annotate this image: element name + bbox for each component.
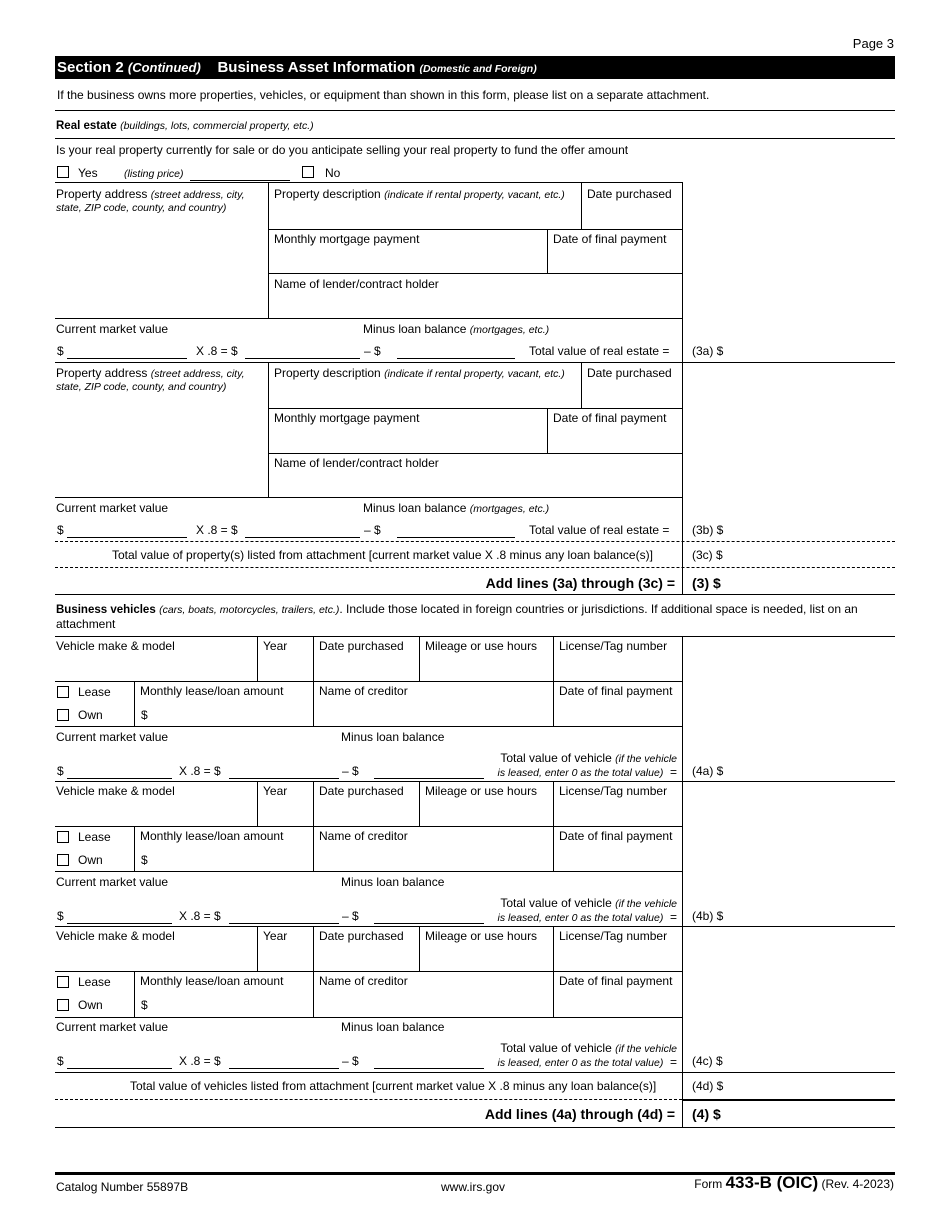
vehicle-date-purchased-label-3: Date purchased [319,929,404,943]
section-title: Business Asset Information [217,59,416,76]
total-vehicle-note-3: is leased, enter 0 as the total value) = [497,1055,677,1069]
dollar-sign-2: $ [57,523,64,537]
monthly-mortgage-label-1: Monthly mortgage payment [274,232,420,246]
property-address-note-2: state, ZIP code, county, and country) [56,381,227,393]
vehicle-minus-loan-label-3: Minus loan balance [341,1020,445,1034]
vehicle-market-input-1[interactable] [67,778,172,779]
monthly-lease-dollar-1: $ [141,708,148,722]
vehicle-x8-input-3[interactable] [229,1068,339,1069]
vehicle-loan-input-3[interactable] [374,1068,484,1069]
vehicle-market-value-label-1: Current market value [56,730,169,744]
creditor-label-1: Name of creditor [319,684,408,698]
lender-label-1: Name of lender/contract holder [274,277,439,291]
property-description-label-2: Property description (indicate if rental property, vacant, etc.) [274,366,565,380]
no-label: No [325,166,341,180]
lease-label-1: Lease [78,685,111,699]
monthly-lease-label-3: Monthly lease/loan amount [140,974,284,988]
form-id: Form 433-B (OIC) (Rev. 4-2023) [694,1173,894,1192]
own-checkbox-1[interactable] [57,709,69,721]
monthly-lease-label-1: Monthly lease/loan amount [140,684,284,698]
vehicle-x8-input-1[interactable] [229,778,339,779]
date-final-payment-label-1: Date of final payment [553,232,667,246]
lease-label-3: Lease [78,975,111,989]
own-label-2: Own [78,853,103,867]
vehicles-heading: Business vehicles (cars, boats, motorcycles, trailers, etc.). Include those located in foreign countries or jurisdictions. If additional space is needed, list on an [56,602,858,616]
yes-label: Yes [78,166,98,180]
x8-value-input-2[interactable] [245,537,360,538]
line-3c-label: (3c) $ [692,548,723,562]
total-vehicle-label-3: Total value of vehicle (if the vehicle [500,1041,677,1055]
vehicle-market-input-3[interactable] [67,1068,172,1069]
total-real-estate-label-2: Total value of real estate = [529,523,670,537]
vehicle-make-model-label-3: Vehicle make & model [56,929,175,943]
minus-loan-label-1: Minus loan balance (mortgages, etc.) [363,322,550,336]
property-address-label-2: Property address (street address, city, [56,366,245,380]
x8-label-1: X .8 = $ [196,344,238,358]
vehicle-year-label-1: Year [263,639,288,653]
lender-label-2: Name of lender/contract holder [274,456,439,470]
loan-balance-input-2[interactable] [397,537,515,538]
creditor-label-3: Name of creditor [319,974,408,988]
vehicle-year-label-2: Year [263,784,288,798]
total-vehicle-label-1: Total value of vehicle (if the vehicle [500,751,677,765]
vehicle-loan-input-1[interactable] [374,778,484,779]
vehicle-make-model-label-2: Vehicle make & model [56,784,175,798]
total-vehicle-label-2: Total value of vehicle (if the vehicle [500,896,677,910]
own-label-1: Own [78,708,103,722]
add-lines-4-label: Add lines (4a) through (4d) = [484,1106,675,1122]
line-3b-label: (3b) $ [692,523,724,537]
current-market-value-label-1: Current market value [56,322,169,336]
current-market-value-label-2: Current market value [56,501,169,515]
real-estate-heading: Real estate (buildings, lots, commercial property, etc.) [56,120,314,132]
x8-label-2: X .8 = $ [196,523,238,537]
property-address-label-1: Property address (street address, city, [56,187,245,201]
vehicle-license-label-2: License/Tag number [559,784,668,798]
line-4c-label: (4c) $ [692,1054,723,1068]
add-lines-3-label: Add lines (3a) through (3c) = [485,575,675,591]
x8-value-input-1[interactable] [245,358,360,359]
dollar-sign-1: $ [57,344,64,358]
monthly-lease-dollar-3: $ [141,998,148,1012]
date-final-payment-label-2: Date of final payment [553,411,667,425]
vehicle-license-label-1: License/Tag number [559,639,668,653]
vehicle-final-payment-label-3: Date of final payment [559,974,673,988]
vehicle-dollar-2: $ [57,909,64,923]
date-purchased-label-1: Date purchased [587,187,672,201]
catalog-number: Catalog Number 55897B [56,1180,189,1194]
vehicle-market-input-2[interactable] [67,923,172,924]
minus-loan-label-2: Minus loan balance (mortgages, etc.) [363,501,550,515]
lease-checkbox-3[interactable] [57,976,69,988]
attachment-vehicles-text: Total value of vehicles listed from attachment [current market value X .8 minus any loan balance(s)] [130,1079,657,1093]
vehicle-market-value-label-2: Current market value [56,875,169,889]
total-vehicle-note-2: is leased, enter 0 as the total value) = [497,910,677,924]
vehicle-mileage-label-1: Mileage or use hours [425,639,538,653]
vehicle-minus-dollar-3: – $ [342,1054,359,1068]
lease-checkbox-2[interactable] [57,831,69,843]
monthly-mortgage-label-2: Monthly mortgage payment [274,411,420,425]
listing-price-input[interactable] [190,180,290,181]
vehicle-date-purchased-label-2: Date purchased [319,784,404,798]
page-number: Page 3 [852,36,894,51]
vehicle-mileage-label-2: Mileage or use hours [425,784,538,798]
section-title-italic: (Domestic and Foreign) [419,63,537,75]
vehicle-x8-label-1: X .8 = $ [179,764,221,778]
monthly-lease-dollar-2: $ [141,853,148,867]
intro-text: If the business owns more properties, vehicles, or equipment than shown in this form, please list on a separate attachment. [57,88,710,102]
section-header [55,56,895,79]
lease-checkbox-1[interactable] [57,686,69,698]
line-4-label: (4) $ [692,1106,721,1122]
for-sale-question: Is your real property currently for sale or do you anticipate selling your real property to fund the offer amount [56,143,629,157]
vehicle-minus-dollar-1: – $ [342,764,359,778]
vehicles-heading-continued: attachment [56,617,116,631]
vehicle-x8-label-2: X .8 = $ [179,909,221,923]
vehicle-dollar-1: $ [57,764,64,778]
vehicle-market-value-label-3: Current market value [56,1020,169,1034]
loan-balance-input-1[interactable] [397,358,515,359]
line-3-label: (3) $ [692,575,721,591]
own-label-3: Own [78,998,103,1012]
creditor-label-2: Name of creditor [319,829,408,843]
property-address-note-1: state, ZIP code, county, and country) [56,202,227,214]
vehicle-minus-dollar-2: – $ [342,909,359,923]
vehicle-date-purchased-label-1: Date purchased [319,639,404,653]
vehicle-dollar-3: $ [57,1054,64,1068]
line-3a-label: (3a) $ [692,344,724,358]
vehicle-x8-label-3: X .8 = $ [179,1054,221,1068]
section-label: Section 2 [57,59,124,76]
market-value-input-2[interactable] [67,537,187,538]
own-checkbox-2[interactable] [57,854,69,866]
section-continued: (Continued) [127,60,201,75]
minus-dollar-2: – $ [364,523,381,537]
line-4b-label: (4b) $ [692,909,724,923]
vehicle-minus-loan-label-2: Minus loan balance [341,875,445,889]
listing-price-label: (listing price) [124,168,184,180]
lease-label-2: Lease [78,830,111,844]
no-checkbox[interactable] [302,166,314,178]
attachment-property-text: Total value of property(s) listed from attachment [current market value X .8 minus any loan balance(s)] [112,548,653,562]
monthly-lease-label-2: Monthly lease/loan amount [140,829,284,843]
vehicle-final-payment-label-2: Date of final payment [559,829,673,843]
vehicle-license-label-3: License/Tag number [559,929,668,943]
line-4a-label: (4a) $ [692,764,724,778]
line-4d-label: (4d) $ [692,1079,724,1093]
yes-checkbox[interactable] [57,166,69,178]
vehicle-loan-input-2[interactable] [374,923,484,924]
website-text: www.irs.gov [441,1180,506,1194]
minus-dollar-1: – $ [364,344,381,358]
vehicle-year-label-3: Year [263,929,288,943]
property-description-label-1: Property description (indicate if rental property, vacant, etc.) [274,187,565,201]
vehicle-mileage-label-3: Mileage or use hours [425,929,538,943]
vehicle-make-model-label-1: Vehicle make & model [56,639,175,653]
market-value-input-1[interactable] [67,358,187,359]
vehicle-x8-input-2[interactable] [229,923,339,924]
own-checkbox-3[interactable] [57,999,69,1011]
date-purchased-label-2: Date purchased [587,366,672,380]
vehicle-final-payment-label-1: Date of final payment [559,684,673,698]
total-real-estate-label-1: Total value of real estate = [529,344,670,358]
total-vehicle-note-1: is leased, enter 0 as the total value) = [497,765,677,779]
vehicle-minus-loan-label-1: Minus loan balance [341,730,445,744]
